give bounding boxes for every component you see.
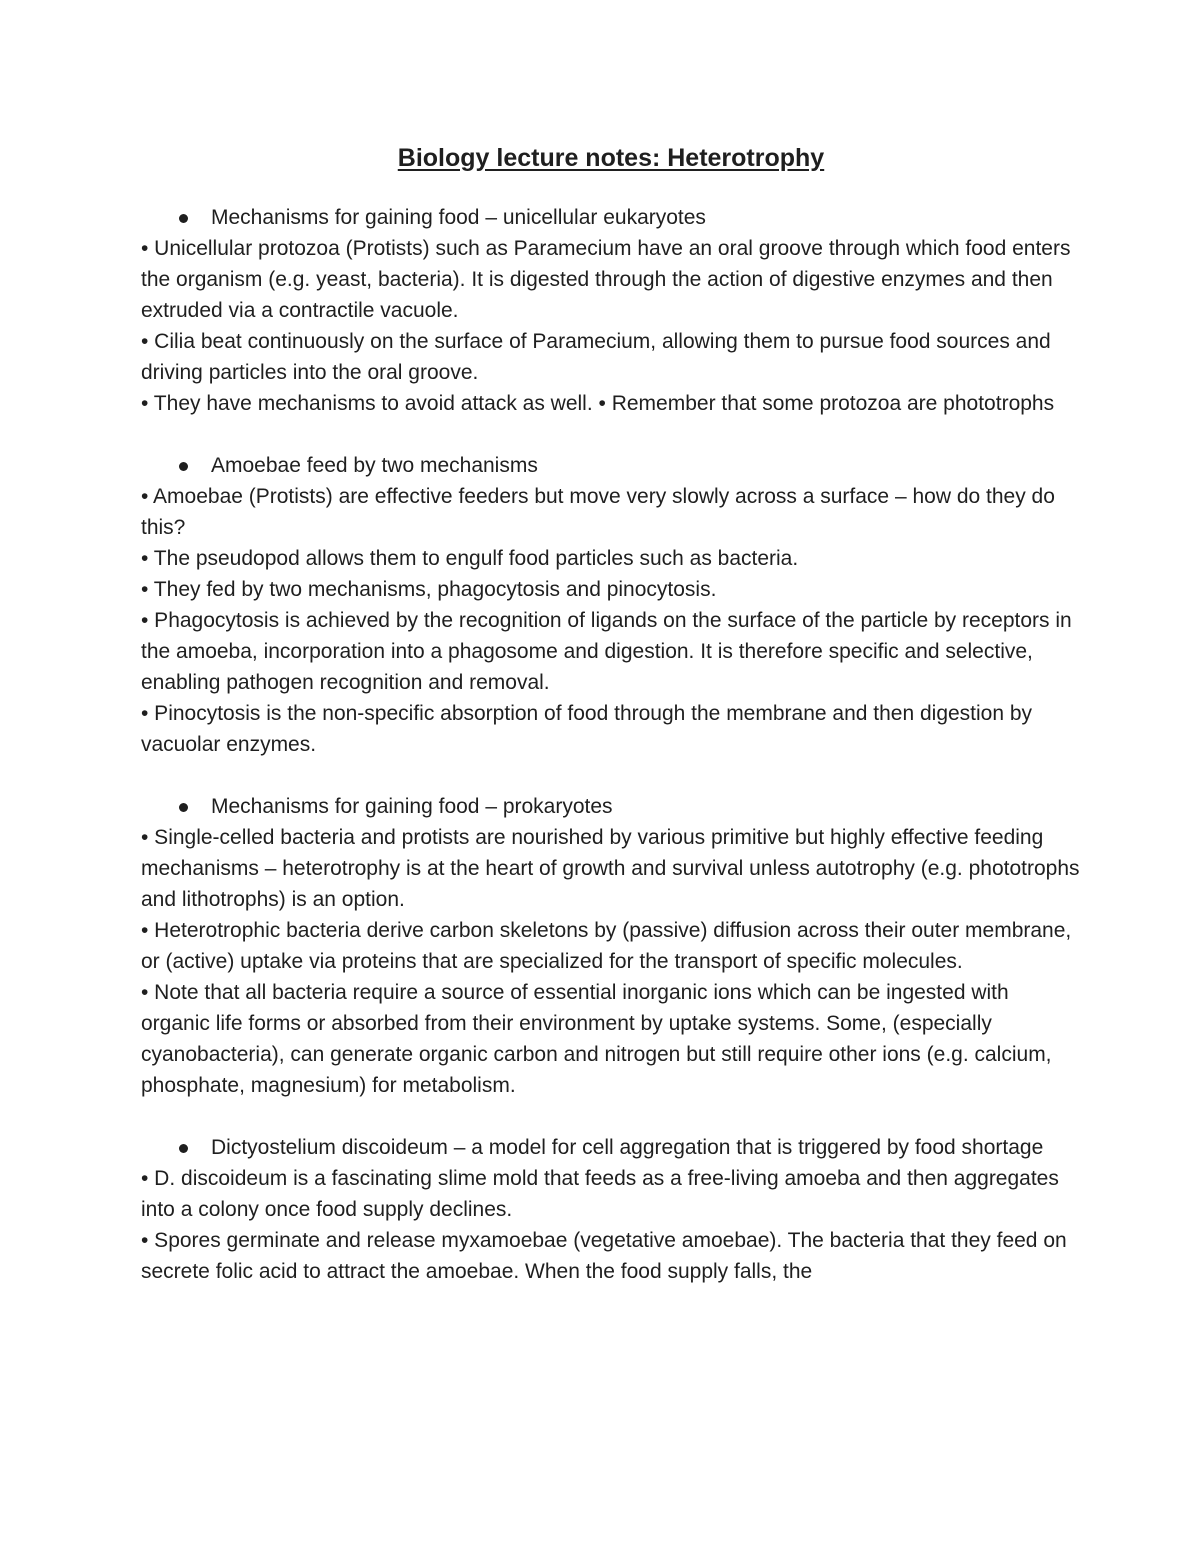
section-heading <box>141 202 1081 233</box>
section-heading <box>141 1132 1081 1163</box>
paragraph: • Single-celled bacteria and protists are nourished by various primitive but highly effective feeding mechanisms – heterotrophy is at the heart of growth and survival unless autotrophy (e.g. phototrophs and lithotrophs) is an option. <box>141 826 1080 911</box>
paragraph: • The pseudopod allows them to engulf food particles such as bacteria. <box>141 547 799 570</box>
paragraph: • Spores germinate and release myxamoebae (vegetative amoebae). The bacteria that they feed on secrete folic acid to attract the amoebae. When the food supply falls, the <box>141 1229 1067 1283</box>
paragraph: • D. discoideum is a fascinating slime mold that feeds as a free-living amoeba and then aggregates into a colony once food supply declines. <box>141 1167 1059 1221</box>
paragraph: • Heterotrophic bacteria derive carbon skeletons by (passive) diffusion across their outer membrane, or (active) uptake via proteins that are specialized for the transport of specific molecules. <box>141 919 1072 973</box>
section-heading <box>141 791 1081 822</box>
bullet-icon <box>179 1144 188 1153</box>
paragraph: • Note that all bacteria require a source of essential inorganic ions which can be ingested with organic life forms or absorbed from their environment by uptake systems. Some, (especially cyanobacteria), can generate organic carbon and nitrogen but still require other ions (e.g. calcium, phosphate, magnesium) for metabolism. <box>141 981 1052 1097</box>
section-dictyostelium <box>141 1132 1081 1287</box>
section-heading-text: Mechanisms for gaining food – unicellular eukaryotes <box>211 206 706 229</box>
section-unicellular-eukaryotes <box>141 202 1081 419</box>
paragraph: • Amoebae (Protists) are effective feeders but move very slowly across a surface – how do they do this? <box>141 485 1055 539</box>
page-title: Biology lecture notes: Heterotrophy <box>397 144 825 172</box>
bullet-icon <box>179 803 188 812</box>
section-heading-text: Dictyostelium discoideum – a model for cell aggregation that is triggered by food shortage <box>211 1136 1044 1159</box>
paragraph: • They fed by two mechanisms, phagocytosis and pinocytosis. <box>141 578 717 601</box>
paragraph: • They have mechanisms to avoid attack as well. • Remember that some protozoa are phototrophs <box>141 392 1055 415</box>
bullet-icon <box>179 462 188 471</box>
section-heading <box>141 450 1081 481</box>
section-heading-text: Amoebae feed by two mechanisms <box>211 454 538 477</box>
document-page <box>141 140 1081 1318</box>
paragraph: • Phagocytosis is achieved by the recognition of ligands on the surface of the particle by receptors in the amoeba, incorporation into a phagosome and digestion. It is therefore specific and selective, enabling pathogen recognition and removal. <box>141 609 1072 694</box>
paragraph: • Pinocytosis is the non-specific absorption of food through the membrane and then digestion by vacuolar enzymes. <box>141 702 1033 756</box>
section-amoebae <box>141 450 1081 760</box>
section-prokaryotes <box>141 791 1081 1101</box>
bullet-icon <box>179 214 188 223</box>
section-heading-text: Mechanisms for gaining food – prokaryotes <box>211 795 613 818</box>
paragraph: • Unicellular protozoa (Protists) such as Paramecium have an oral groove through which food enters the organism (e.g. yeast, bacteria). It is digested through the action of digestive enzymes and then extruded via a contractile vacuole. <box>141 237 1071 322</box>
paragraph: • Cilia beat continuously on the surface of Paramecium, allowing them to pursue food sources and driving particles into the oral groove. <box>141 330 1051 384</box>
